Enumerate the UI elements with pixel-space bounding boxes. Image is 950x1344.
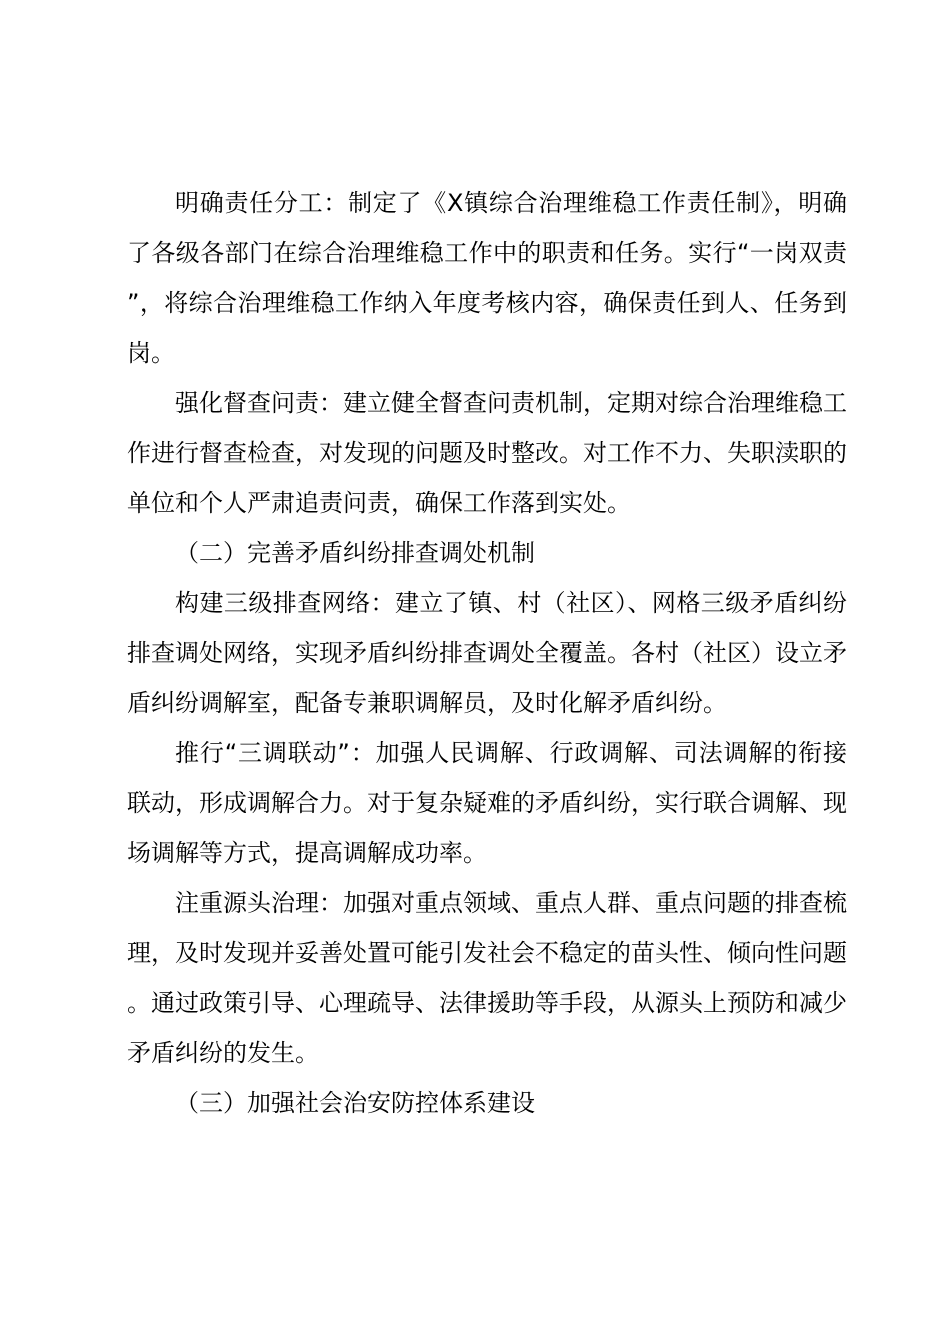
section-heading-2: （二）完善矛盾纠纷排查调处机制	[175, 539, 535, 567]
paragraph-source-governance: 注重源头治理：加强对重点领域、重点人群、重点问题的排查梳理，及时发现并妥善处置可能引发社会不稳定的苗头性、倾向性问题。通过政策引导、心理疏导、法律援助等手段，从源头上预防和减少矛盾纠纷的发生。	[127, 889, 847, 1067]
paragraph-supervision-accountability: 强化督查问责：建立健全督查问责机制，定期对综合治理维稳工作进行督查检查，对发现的问题及时整改。对工作不力、失职渎职的单位和个人严肃追责问责，确保工作落到实处。	[127, 389, 847, 517]
document-page	[127, 178, 847, 1128]
paragraph-three-level-network: 构建三级排查网络：建立了镇、村（社区）、网格三级矛盾纠纷排查调处网络，实现矛盾纠纷排查调处全覆盖。各村（社区）设立矛盾纠纷调解室，配备专兼职调解员，及时化解矛盾纠纷。	[127, 589, 847, 717]
paragraph-three-mediation-linkage: 推行“三调联动”：加强人民调解、行政调解、司法调解的衔接联动，形成调解合力。对于复杂疑难的矛盾纠纷，实行联合调解、现场调解等方式，提高调解成功率。	[127, 739, 847, 867]
section-heading-3: （三）加强社会治安防控体系建设	[175, 1089, 535, 1117]
paragraph-responsibility-division: 明确责任分工：制定了《X镇综合治理维稳工作责任制》，明确了各级各部门在综合治理维稳工作中的职责和任务。实行“一岗双责”，将综合治理维稳工作纳入年度考核内容，确保责任到人、任务到岗。	[127, 189, 847, 367]
